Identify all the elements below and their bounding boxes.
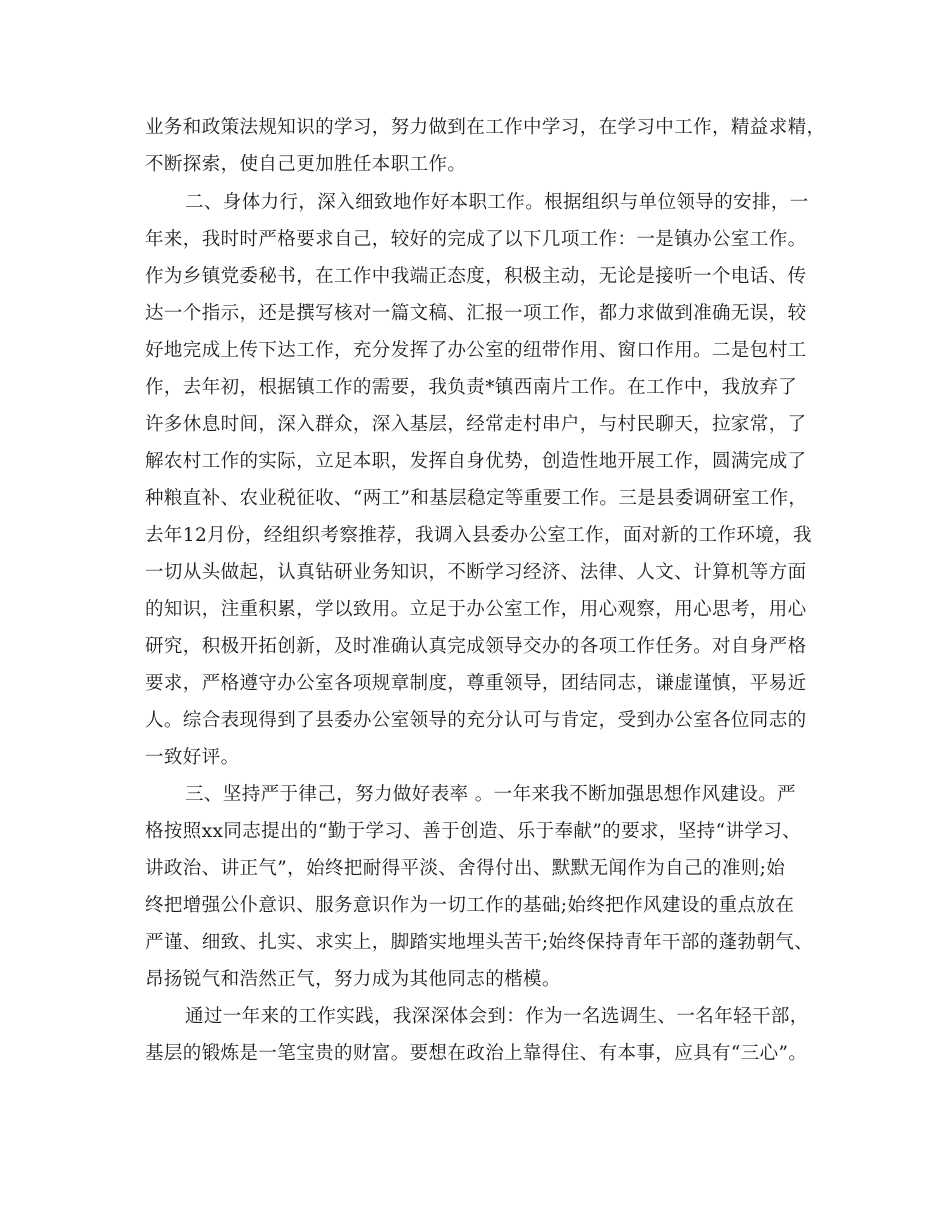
body-text-line: 达一个指示，还是撰写核对一篇文稿、汇报一项工作，都力求做到准确无误，较 — [145, 303, 807, 324]
body-text-line: 年来，我时时严格要求自己，较好的完成了以下几项工作：一是镇办公室工作。 — [145, 229, 807, 250]
body-text-line: 一切从头做起，认真钻研业务知识，不断学习经济、法律、人文、计算机等方面 — [145, 562, 807, 583]
body-text-line: 许多休息时间，深入群众，深入基层，经常走村串户，与村民聊天，拉家常，了 — [145, 414, 807, 435]
body-text-line: 一致好评。 — [145, 747, 240, 768]
body-text-line: 讲政治、讲正气”，始终把耐得平淡、舍得付出、默默无闻作为自己的准则;始 — [145, 858, 786, 879]
body-text-line: 昂扬锐气和浩然正气，努力成为其他同志的楷模。 — [145, 969, 561, 990]
body-text-line: 业务和政策法规知识的学习，努力做到在工作中学习，在学习中工作，精益求精， — [145, 117, 826, 138]
body-text-line: 严谨、细致、扎实、求实上，脚踏实地埋头苦干;始终保持青年干部的蓬勃朝气、 — [145, 932, 814, 953]
body-text-line: 好地完成上传下达工作，充分发挥了办公室的纽带作用、窗口作用。二是包村工 — [145, 340, 807, 361]
body-text-line: 作，去年初，根据镇工作的需要，我负责*镇西南片工作。在工作中，我放弃了 — [145, 377, 798, 398]
body-text-line: 不断探索，使自己更加胜任本职工作。 — [145, 154, 467, 175]
body-text-line: 格按照xx同志提出的“勤于学习、善于创造、乐于奉献”的要求，坚持“讲学习、 — [145, 821, 802, 842]
body-text-line: 去年12月份，经组织考察推荐，我调入县委办公室工作，面对新的工作环境，我 — [145, 525, 812, 546]
body-text-line: 研究，积极开拓创新，及时准确认真完成领导交办的各项工作任务。对自身严格 — [145, 636, 807, 657]
body-text-line: 人。综合表现得到了县委办公室领导的充分认可与肯定，受到办公室各位同志的 — [145, 710, 807, 731]
section-heading-line: 二、身体力行，深入细致地作好本职工作。根据组织与单位领导的安排，一 — [185, 192, 809, 213]
body-text-line: 基层的锻炼是一笔宝贵的财富。要想在政治上靠得住、有本事，应具有“三心”。 — [145, 1043, 808, 1064]
body-text-line: 的知识，注重积累，学以致用。立足于办公室工作，用心观察，用心思考，用心 — [145, 599, 807, 620]
body-text-line: 终把增强公仆意识、服务意识作为一切工作的基础;始终把作风建设的重点放在 — [145, 895, 795, 916]
body-text-line: 作为乡镇党委秘书，在工作中我端正态度，积极主动，无论是接听一个电话、传 — [145, 266, 807, 287]
body-text-line: 种粮直补、农业税征收、“两工”和基层稳定等重要工作。三是县委调研室工作， — [145, 488, 808, 509]
body-text-line: 解农村工作的实际，立足本职，发挥自身优势，创造性地开展工作，圆满完成了 — [145, 451, 807, 472]
body-text-line: 要求，严格遵守办公室各项规章制度，尊重领导，团结同志，谦虚谨慎，平易近 — [145, 673, 807, 694]
paragraph-first-line: 通过一年来的工作实践，我深深体会到：作为一名选调生、一名年轻干部， — [185, 1006, 809, 1027]
section-heading-line: 三、坚持严于律己，努力做好表率 。一年来我不断加强思想作风建设。严 — [185, 784, 797, 805]
